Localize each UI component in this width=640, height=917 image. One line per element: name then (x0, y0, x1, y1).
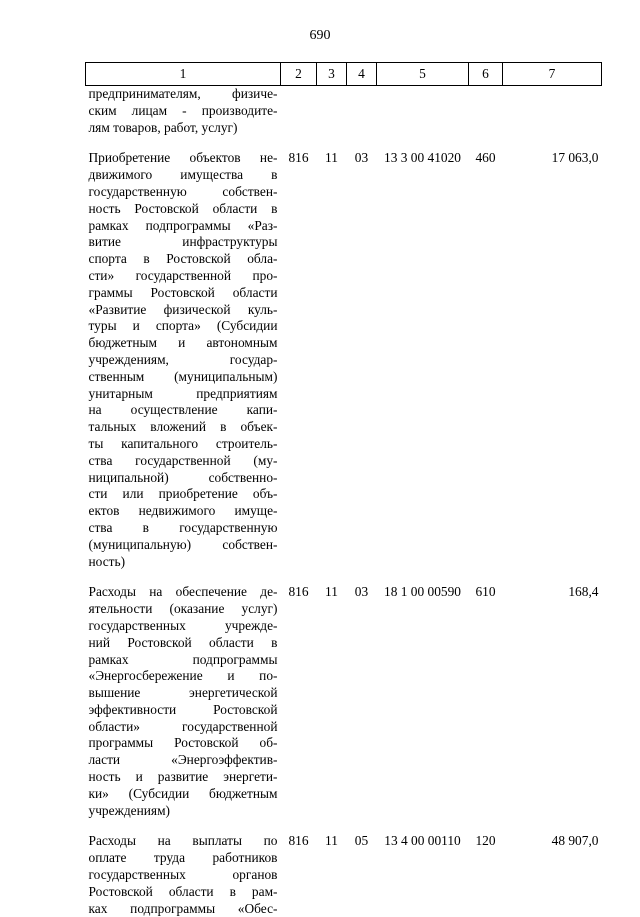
description-line: оплате труда работников (89, 850, 278, 867)
row-code-target-article: 18 1 00 00590 (377, 584, 469, 819)
description-line: предпринимателям, физиче- (89, 86, 278, 103)
description-line: граммы Ростовской области (89, 285, 278, 302)
row-code-expense-type: 120 (469, 833, 503, 917)
description-line: ства в государственную (89, 520, 278, 537)
description-line: тальных вложений в объек- (89, 419, 278, 436)
table-row (86, 86, 602, 137)
row-code-ministry (281, 86, 317, 137)
table-row (86, 584, 602, 819)
description-line: ность) (89, 554, 278, 571)
description-line: государственных органов (89, 867, 278, 884)
row-code-target-article: 13 3 00 41020 (377, 150, 469, 570)
row-spacer (86, 819, 602, 833)
description-line: Приобретение объектов не- (89, 150, 278, 167)
row-code-ministry: 816 (281, 833, 317, 917)
description-line: учреждениям) (89, 803, 278, 820)
description-line: Расходы на выплаты по (89, 833, 278, 850)
description-line: государственных учрежде- (89, 618, 278, 635)
column-header-5: 5 (377, 63, 469, 86)
column-header-2: 2 (281, 63, 317, 86)
row-code-subsection: 05 (347, 833, 377, 917)
description-line: Расходы на обеспечение де- (89, 584, 278, 601)
row-description (86, 584, 281, 819)
budget-table (85, 62, 602, 917)
row-code-target-article: 13 4 00 00110 (377, 833, 469, 917)
description-line: спорта в Ростовской обла- (89, 251, 278, 268)
table-row (86, 833, 602, 917)
column-header-1: 1 (86, 63, 281, 86)
column-header-6: 6 (469, 63, 503, 86)
row-code-target-article (377, 86, 469, 137)
row-code-section: 11 (317, 584, 347, 819)
row-code-section: 11 (317, 150, 347, 570)
table-body (86, 86, 602, 917)
description-line: государственную собствен- (89, 184, 278, 201)
description-line: ниципальной) собственно- (89, 470, 278, 487)
description-line: унитарным предприятиям (89, 386, 278, 403)
row-code-subsection (347, 86, 377, 137)
description-line: учреждениям, государ- (89, 352, 278, 369)
row-description (86, 86, 281, 137)
description-line: ственным (муниципальным) (89, 369, 278, 386)
row-spacer (86, 570, 602, 584)
description-line: ки» (Субсидии бюджетным (89, 786, 278, 803)
description-line: ность и развитие энергети- (89, 769, 278, 786)
row-code-expense-type: 610 (469, 584, 503, 819)
description-line: ектов недвижимого имуще- (89, 503, 278, 520)
description-line: сти или приобретение объ- (89, 486, 278, 503)
row-code-subsection: 03 (347, 584, 377, 819)
description-line: «Энергосбережение и по- (89, 668, 278, 685)
row-description (86, 833, 281, 917)
column-header-3: 3 (317, 63, 347, 86)
row-amount: 168,4 (503, 584, 602, 819)
description-line: бюджетным и автономным (89, 335, 278, 352)
table-header-row (86, 63, 602, 86)
row-code-expense-type (469, 86, 503, 137)
description-line: ты капитального строитель- (89, 436, 278, 453)
description-line: лям товаров, работ, услуг) (89, 120, 278, 137)
description-line: ность Ростовской области в (89, 201, 278, 218)
description-line: ний Ростовской области в (89, 635, 278, 652)
description-line: ятельности (оказание услуг) (89, 601, 278, 618)
row-code-expense-type: 460 (469, 150, 503, 570)
description-line: Ростовской области в рам- (89, 884, 278, 901)
description-line: сти» государственной про- (89, 268, 278, 285)
row-code-ministry: 816 (281, 584, 317, 819)
description-line: вышение энергетической (89, 685, 278, 702)
description-line: ласти «Энергоэффектив- (89, 752, 278, 769)
description-line: программы Ростовской об- (89, 735, 278, 752)
description-line: на осуществление капи- (89, 402, 278, 419)
row-code-section: 11 (317, 833, 347, 917)
column-header-4: 4 (347, 63, 377, 86)
row-amount: 17 063,0 (503, 150, 602, 570)
page-number: 690 (0, 28, 640, 44)
column-header-7: 7 (503, 63, 602, 86)
description-line: эффективности Ростовской (89, 702, 278, 719)
table-row (86, 150, 602, 570)
row-amount (503, 86, 602, 137)
description-line: туры и спорта» (Субсидии (89, 318, 278, 335)
row-amount: 48 907,0 (503, 833, 602, 917)
description-line: движимого имущества в (89, 167, 278, 184)
row-code-subsection: 03 (347, 150, 377, 570)
description-line: области» государственной (89, 719, 278, 736)
description-line: ским лицам - производите- (89, 103, 278, 120)
row-spacer (86, 136, 602, 150)
row-code-ministry: 816 (281, 150, 317, 570)
description-line: рамках подпрограммы «Раз- (89, 218, 278, 235)
row-description (86, 150, 281, 570)
description-line: «Развитие физической куль- (89, 302, 278, 319)
row-code-section (317, 86, 347, 137)
description-line: рамках подпрограммы (89, 652, 278, 669)
description-line: ства государственной (му- (89, 453, 278, 470)
description-line: витие инфраструктуры (89, 234, 278, 251)
description-line: ках подпрограммы «Обес- (89, 901, 278, 917)
description-line: (муниципальную) собствен- (89, 537, 278, 554)
